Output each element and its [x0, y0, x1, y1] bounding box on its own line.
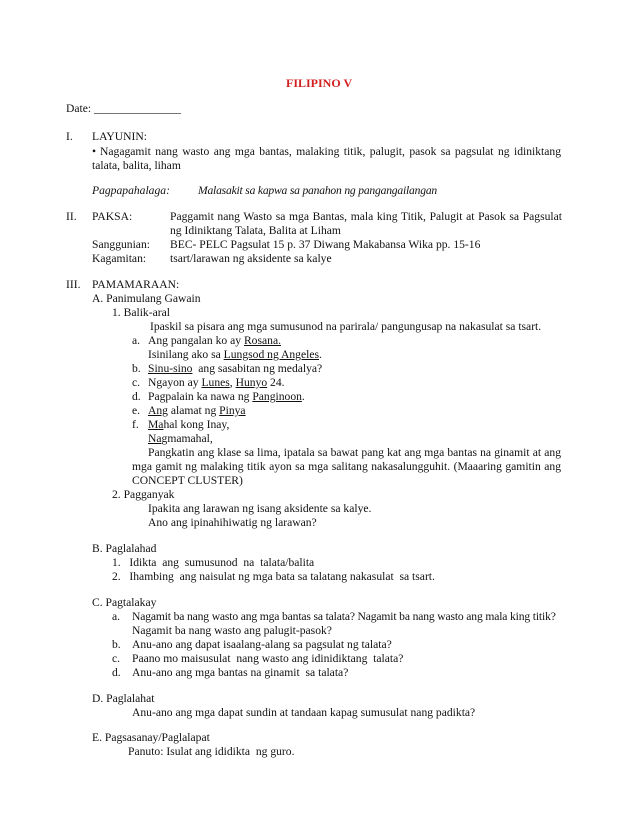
- item-a-line-2: Isinilang ako sa Lungsod ng Angeles.: [148, 348, 322, 361]
- layunin-line-2: talata, balita, liham: [92, 159, 181, 172]
- paksa-value-line-2: ng Idiniktang Talata, Balita at Liham: [170, 224, 341, 237]
- subsection-a-heading: A. Panimulang Gawain: [92, 292, 201, 305]
- pagtalakay-a-line-1: Nagamit ba nang wasto ang mga bantas sa talata? Nagamit ba nang wasto ang mala king titik?: [132, 610, 556, 623]
- pangkatin-line-2: mga gamit ng malaking titik ayon sa mga salitang nakasalungguhit. (Maaaring gamitin ang: [132, 460, 561, 473]
- date-line: Date: _______________: [66, 102, 181, 115]
- pagtalakay-c: Paano mo maisusulat nang wasto ang idinidiktang talata?: [132, 652, 404, 665]
- sanggunian-value: BEC- PELC Pagsulat 15 p. 37 Diwang Makabansa Wika pp. 15-16: [170, 238, 481, 251]
- item-letter-f: f.: [132, 418, 139, 431]
- balik-aral-instruction: Ipaskil sa pisara ang mga sumusunod na parirala/ pangungusap na nakasulat sa tsart.: [150, 320, 542, 333]
- item-letter-b: b.: [132, 362, 141, 375]
- item-letter-a: a.: [132, 334, 141, 347]
- section-number-3: III.: [66, 278, 81, 291]
- pamamaraan-heading: PAMAMARAAN:: [92, 278, 180, 291]
- section-number-2: II.: [66, 210, 77, 223]
- item-c: Ngayon ay Lunes, Hunyo 24.: [148, 376, 285, 389]
- item-letter-e: e.: [132, 404, 141, 417]
- subsection-d-heading: D. Paglalahat: [92, 692, 155, 705]
- page-title: FILIPINO V: [286, 76, 353, 90]
- layunin-line-1: Nagagamit nang wasto ang mga bantas, malaking titik, palugit, pasok sa pagsulat ng idiniktang: [100, 145, 561, 158]
- balik-aral-heading: 1. Balik-aral: [112, 306, 170, 319]
- paglalahad-item-1: 1. Idikta ang sumusunod na talata/balita: [112, 556, 315, 569]
- pangkatin-line-3: CONCEPT CLUSTER): [132, 474, 243, 487]
- pagtalakay-d: Anu-ano ang mga bantas na ginamit sa talata?: [132, 666, 349, 679]
- item-a-line-1: Ang pangalan ko ay Rosana.: [148, 334, 281, 347]
- pagsasanay-instruction: Panuto: Isulat ang ididikta ng guro.: [128, 745, 295, 758]
- paglalahad-item-2: 2. Ihambing ang naisulat ng mga bata sa talatang nakasulat sa tsart.: [112, 570, 435, 583]
- kagamitan-value: tsart/larawan ng aksidente sa kalye: [170, 252, 332, 265]
- pagtalakay-letter-c: c.: [112, 652, 121, 665]
- paksa-label: PAKSA:: [92, 210, 133, 223]
- subsection-e-heading: E. Pagsasanay/Paglalapat: [92, 731, 210, 744]
- pagganyak-heading: 2. Pagganyak: [112, 488, 175, 501]
- item-f-line-1: Mahal kong Inay,: [148, 418, 230, 431]
- pagpapahalaga-label: Pagpapahalaga:: [92, 184, 170, 197]
- paglalahat-line: Anu-ano ang mga dapat sundin at tandaan kapag sumusulat nang padikta?: [132, 706, 476, 719]
- bullet-icon: •: [92, 145, 97, 158]
- pagtalakay-b: Anu-ano ang dapat isaalang-alang sa pagsulat ng talata?: [132, 638, 392, 651]
- layunin-heading: LAYUNIN:: [92, 130, 147, 143]
- item-letter-c: c.: [132, 376, 141, 389]
- subsection-c-heading: C. Pagtalakay: [92, 596, 157, 609]
- item-b: Sinu-sino ang sasabitan ng medalya?: [148, 362, 323, 375]
- pagtalakay-letter-d: d.: [112, 666, 121, 679]
- pagtalakay-letter-a: a.: [112, 610, 121, 623]
- subsection-b-heading: B. Paglalahad: [92, 542, 157, 555]
- pagganyak-line-2: Ano ang ipinahihiwatig ng larawan?: [148, 516, 317, 529]
- pagtalakay-letter-b: b.: [112, 638, 121, 651]
- item-f-line-2: Nagmamahal,: [148, 432, 213, 445]
- item-d: Pagpalain ka nawa ng Panginoon.: [148, 390, 305, 403]
- pagpapahalaga-value: Malasakit sa kapwa sa panahon ng pangangailangan: [198, 184, 438, 197]
- pangkatin-line-1: Pangkatin ang klase sa lima, ipatala sa bawat pang kat ang mga bantas na ginamit at ang: [148, 446, 561, 459]
- sanggunian-label: Sanggunian:: [92, 238, 150, 251]
- pagtalakay-a-line-2: Nagamit ba nang wasto ang palugit-pasok?: [132, 624, 332, 637]
- paksa-value-line-1: Paggamit nang Wasto sa mga Bantas, mala king Titik, Palugit at Pasok sa Pagsulat: [170, 210, 562, 223]
- pagganyak-line-1: Ipakita ang larawan ng isang aksidente sa kalye.: [148, 502, 372, 515]
- kagamitan-label: Kagamitan:: [92, 252, 147, 265]
- section-number-1: I.: [66, 130, 73, 143]
- item-letter-d: d.: [132, 390, 141, 403]
- item-e: Ang alamat ng Pinya: [148, 404, 246, 417]
